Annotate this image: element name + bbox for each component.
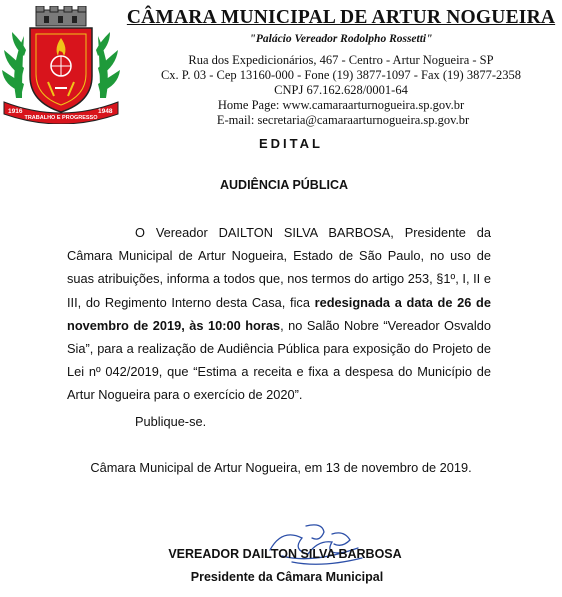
institution-subtitle: "Palácio Vereador Rodolpho Rossetti" [249,33,433,45]
contact-line: Cx. P. 03 - Cep 13160-000 - Fone (19) 3877-1097 - Fax (19) 3877-2358 [160,68,522,82]
body-part-2: , no Salão Nobre “Vereador Osvaldo Sia”, para a realização de Audiência Pública para exposição do Projeto de Lei nº 042/2019, que “Estima a receita e fixa a despesa do Município de Artur Nogueira para o exercício de 2020”. [67,317,492,403]
handwritten-signature-icon [262,520,372,570]
closing-text: Publique-se. [135,414,207,429]
shield-icon [30,28,92,112]
dateline: Câmara Municipal de Artur Nogueira, em 13 de novembro de 2019. [90,460,472,475]
document-subject: AUDIÊNCIA PÚBLICA [219,178,348,192]
signer-name: VEREADOR DAILTON SILVA BARBOSA [168,547,402,561]
signer-role: Presidente da Câmara Municipal [190,570,384,584]
ribbon-year-left: 1916 [8,108,23,115]
municipal-coat-of-arms-icon [2,6,120,124]
institution-title: CÂMARA MUNICIPAL DE ARTUR NOGUEIRA [126,7,556,28]
body-part-1: O Vereador DAILTON SILVA BARBOSA, Presidente da Câmara Municipal de Artur Nogueira, Estado de São Paulo, no uso de suas atribuições, informa a todos que, nos termos do artigo 253, §1º, I, II e III, do Regimento Interno desta Casa, fica [67,225,491,310]
homepage-line: Home Page: www.camaraarturnogueira.sp.gov.br [217,98,465,112]
sugarcane-right-icon [96,32,120,98]
ribbon-motto: TRABALHO E PROGRESSO [24,115,98,121]
email-line: E-mail: secretaria@camaraarturnogueira.sp.gov.br [216,113,470,127]
sugarcane-left-icon [2,32,26,98]
document-title: EDITAL [259,136,323,151]
mural-crown-icon [36,6,86,26]
body-highlight: redesignada a data de 26 de novembro de 2019, às 10:00 horas [67,294,491,333]
address-line: Rua dos Expedicionários, 467 - Centro - Artur Nogueira - SP [188,53,494,67]
cnpj-line: CNPJ 67.162.628/0001-64 [274,83,408,97]
document-body [67,221,491,407]
letterhead [124,6,558,128]
ribbon-year-right: 1948 [98,108,113,115]
